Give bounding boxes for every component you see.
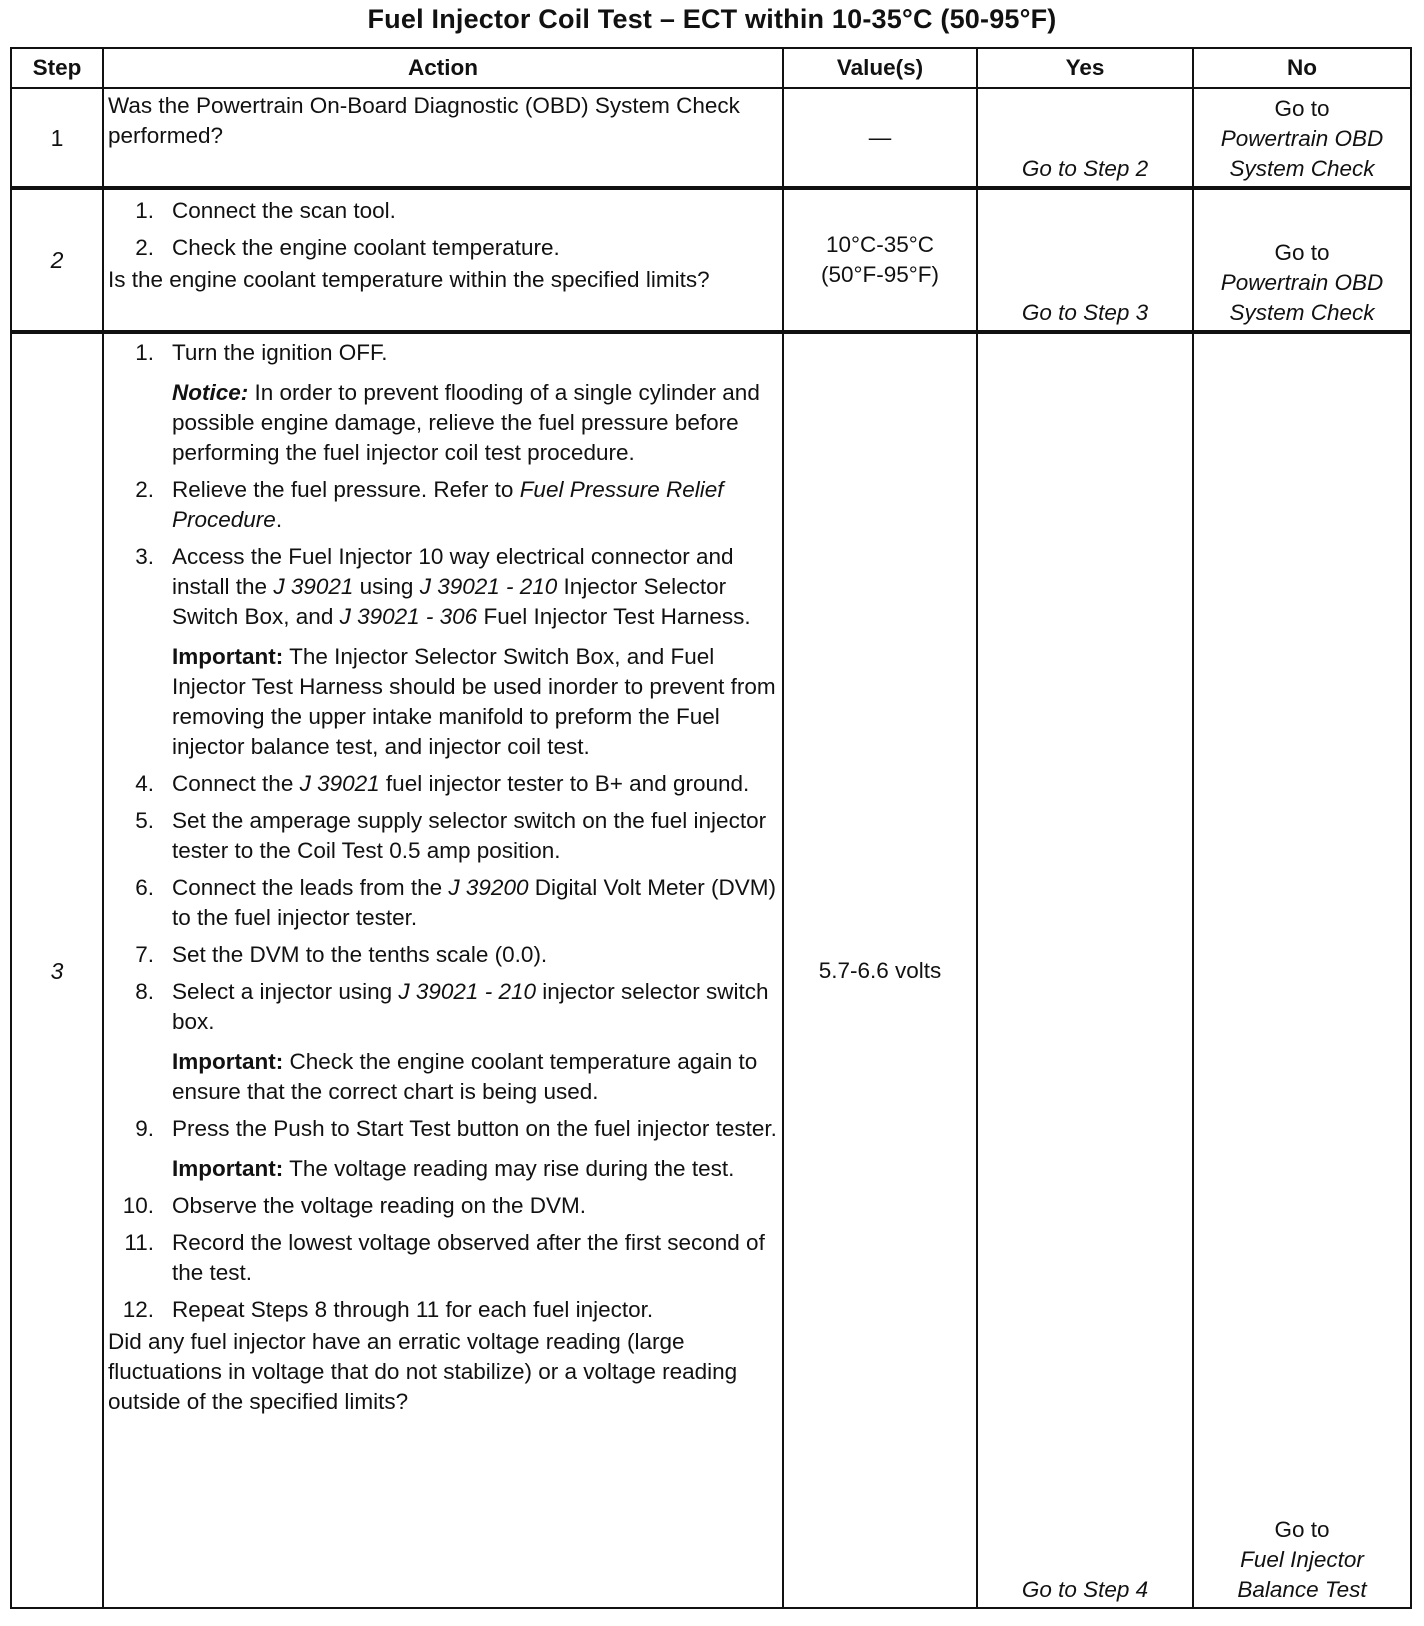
no-goto-text: Go to [1274,1517,1330,1542]
yes-link[interactable]: Go to Step 2 [977,88,1193,188]
action-cell [103,188,783,332]
list-item: 2. Check the engine coolant temperature. [135,235,560,260]
list-item: 10. Observe the voltage reading on the DVM. [122,1193,586,1218]
header-no: No [1193,48,1411,88]
no-cell [1193,188,1411,332]
list-item: 8. Select a injector using J 39021 - 210 injector selector switch box. [135,979,769,1034]
list-item: 3. Access the Fuel Injector 10 way electrical connector and install the J 39021 using J 39021 - 210 Injector Selector Switch Box, and J 39021 - 306 Fuel Injector Test Harness. [135,544,751,629]
value-celsius: 10°C-35°C [825,232,935,257]
table-row [11,188,1411,332]
tool-ref: J 39021 [299,771,380,796]
tool-ref: J 39021 [273,574,354,599]
action-cell [103,88,783,188]
action-question: Did any fuel injector have an erratic voltage reading (large fluctuations in voltage that do not stabilize) or a voltage reading outside of the specified limits? [108,1329,738,1414]
no-goto-text: Go to [1274,96,1330,121]
action-question: Is the engine coolant temperature within the specified limits? [108,267,710,292]
important-note: Important: Check the engine coolant temperature again to ensure that the correct chart is being used. [172,1049,758,1104]
value-cell [783,188,977,332]
list-item: 1. Turn the ignition OFF. [135,340,388,365]
list-item: 1. Connect the scan tool. [135,198,396,223]
list-item: 11. Record the lowest voltage observed after the first second of the test. [124,1230,765,1285]
no-cell [1193,88,1411,188]
table-row [11,332,1411,1608]
action-steps [108,1114,778,1144]
tool-ref: J 39021 - 306 [339,604,478,629]
action-question: Was the Powertrain On-Board Diagnostic (OBD) System Check performed? [108,93,740,148]
table-row [11,88,1411,188]
no-link-line1[interactable]: Powertrain OBD [1220,270,1384,295]
action-steps [108,1191,778,1325]
list-item: 7. Set the DVM to the tenths scale (0.0). [135,942,548,967]
diagnostic-table [10,47,1412,1609]
tool-ref: J 39021 - 210 [398,979,536,1004]
value-cell: 5.7-6.6 volts [783,332,977,1608]
list-item: 6. Connect the leads from the J 39200 Digital Volt Meter (DVM) to the fuel injector tester. [135,875,777,930]
notice-note: Notice: In order to prevent flooding of a single cylinder and possible engine damage, relieve the fuel pressure before performing the fuel injector coil test procedure. [172,380,760,465]
step-number: 3 [11,332,103,1608]
no-link-line2[interactable]: System Check [1229,300,1375,325]
action-cell [103,332,783,1608]
page-title: Fuel Injector Coil Test – ECT within 10-35°C (50-95°F) [367,4,1057,34]
step-number: 1 [11,88,103,188]
header-step: Step [11,48,103,88]
list-item: 4. Connect the J 39021 fuel injector tester to B+ and ground. [135,771,750,796]
yes-link[interactable]: Go to Step 3 [977,188,1193,332]
tool-ref: J 39021 - 210 [419,574,558,599]
procedure-link[interactable]: Fuel Pressure Relief Procedure [172,477,724,532]
list-item: 5. Set the amperage supply selector switch on the fuel injector tester to the Coil Test 0.5 amp position. [135,808,767,863]
list-item: 12. Repeat Steps 8 through 11 for each fuel injector. [122,1297,654,1322]
important-note: Important: The voltage reading may rise during the test. [172,1156,735,1181]
action-steps [108,475,778,632]
tool-ref: J 39200 [448,875,529,900]
no-link-line2[interactable]: System Check [1229,156,1375,181]
action-steps [108,196,778,263]
no-link-line1[interactable]: Powertrain OBD [1220,126,1384,151]
action-steps [108,338,778,368]
table-header-row [11,48,1411,88]
important-note: Important: The Injector Selector Switch Box, and Fuel Injector Test Harness should be used inorder to prevent from removing the upper intake manifold to preform the Fuel injector balance test, and injector coil test. [172,644,776,759]
no-link-line2[interactable]: Balance Test [1237,1577,1367,1602]
list-item: 2. Relieve the fuel pressure. Refer to Fuel Pressure Relief Procedure. [135,477,724,532]
action-steps [108,769,778,1037]
header-yes: Yes [977,48,1193,88]
no-goto-text: Go to [1274,240,1330,265]
header-action: Action [103,48,783,88]
no-cell [1193,332,1411,1608]
step-number: 2 [11,188,103,332]
no-link-line1[interactable]: Fuel Injector [1240,1547,1364,1572]
header-values: Value(s) [783,48,977,88]
list-item: 9. Press the Push to Start Test button on the fuel injector tester. [135,1116,777,1141]
yes-link[interactable]: Go to Step 4 [977,332,1193,1608]
value-fahrenheit: (50°F-95°F) [820,262,939,287]
value-cell: — [783,88,977,188]
